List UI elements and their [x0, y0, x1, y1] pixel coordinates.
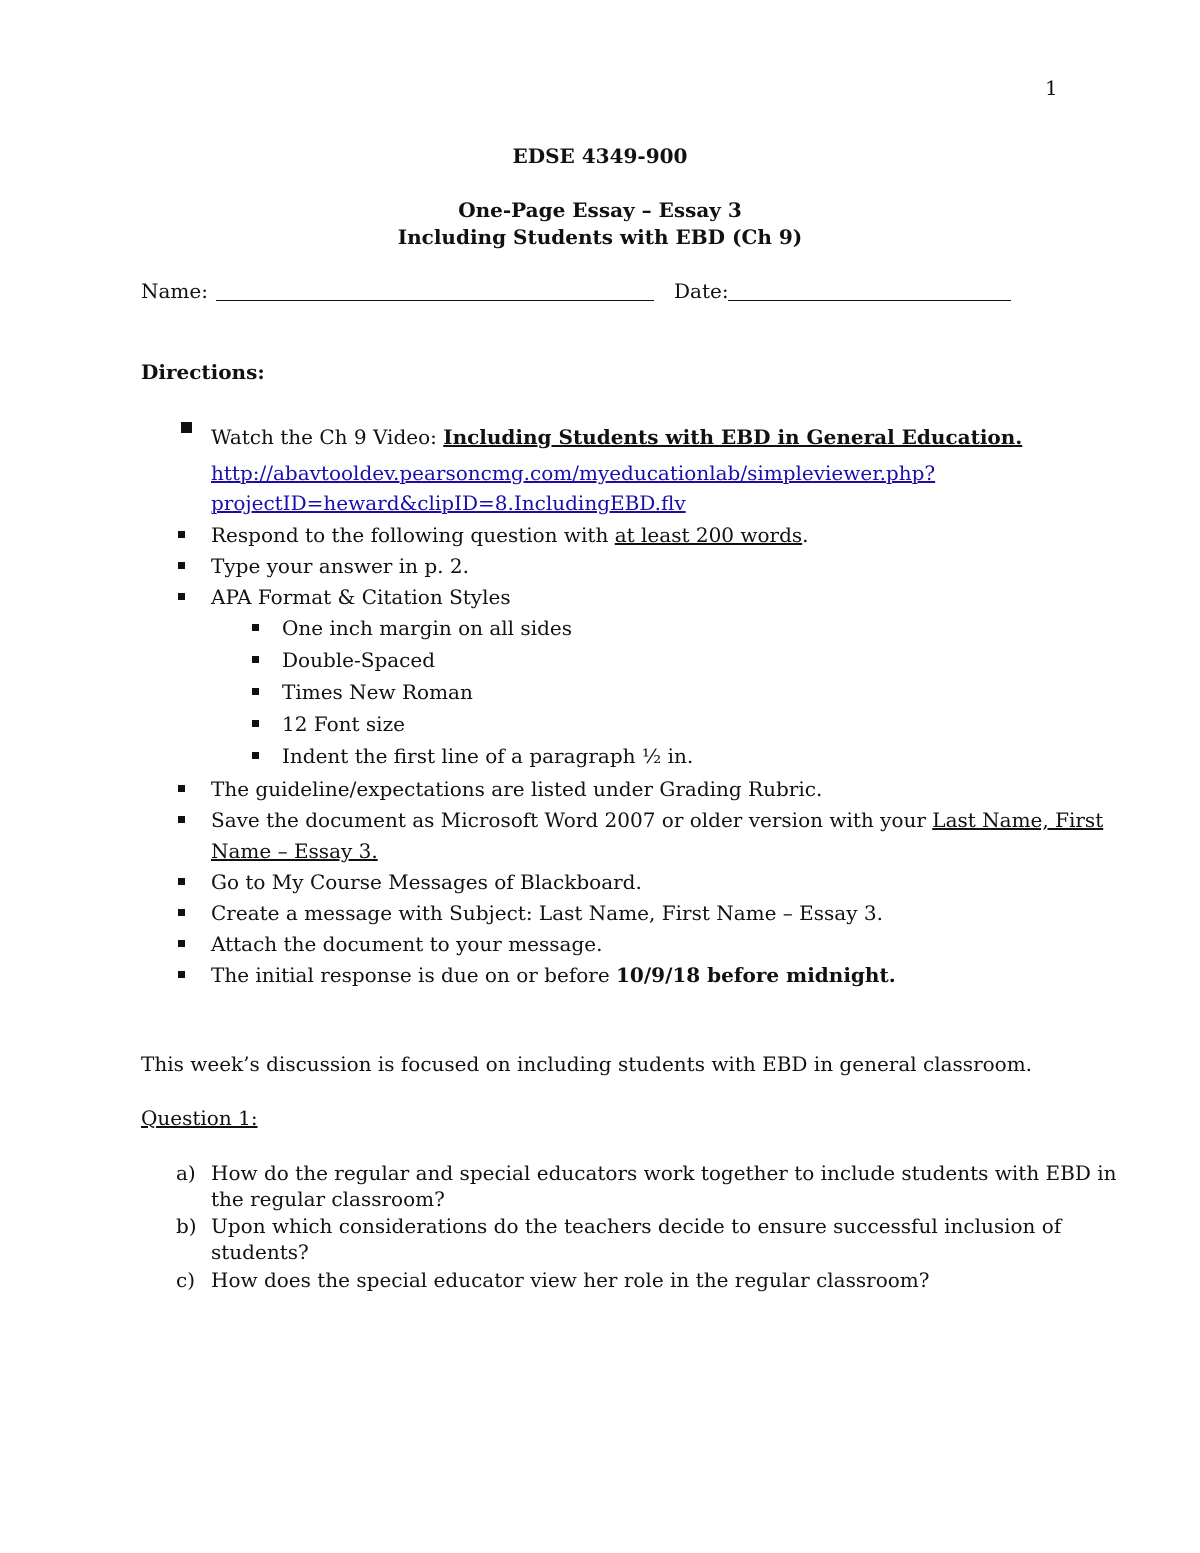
- question-a-line1: How do the regular and special educators work together to include students with EBD in: [211, 1161, 1117, 1185]
- essay-subtitle: Including Students with EBD (Ch 9): [397, 225, 803, 249]
- question-b-line1: Upon which considerations do the teachers decide to ensure successful inclusion of: [211, 1214, 1062, 1238]
- list-item-due: The initial response is due on or before 10/9/18 before midnight.: [211, 963, 896, 987]
- question-letter: c): [176, 1268, 196, 1292]
- apa-item-indent: Indent the first line of a paragraph ½ in.: [282, 744, 694, 768]
- page-number: 1: [1045, 76, 1058, 100]
- video-link-line2[interactable]: projectID=heward&clipID=8.IncludingEBD.flv: [211, 491, 686, 515]
- list-item-respond: Respond to the following question with at least 200 words.: [211, 523, 809, 547]
- apa-item-margin: One inch margin on all sides: [282, 616, 572, 640]
- essay-title: One-Page Essay – Essay 3: [458, 198, 742, 222]
- question-a-line2: the regular classroom?: [211, 1187, 445, 1211]
- bullet-icon: [252, 688, 259, 695]
- bullet-icon: [252, 720, 259, 727]
- list-item-attach: Attach the document to your message.: [211, 932, 603, 956]
- list-item-save: Save the document as Microsoft Word 2007 or older version with your Last Name, First: [211, 808, 1104, 832]
- list-item-apa: APA Format & Citation Styles: [211, 585, 511, 609]
- bullet-icon: [181, 422, 192, 433]
- bullet-icon: [178, 909, 185, 916]
- bullet-icon: [252, 752, 259, 759]
- question-letter: b): [176, 1214, 197, 1238]
- list-item-create: Create a message with Subject: Last Name, First Name – Essay 3.: [211, 901, 883, 925]
- bullet-icon: [178, 562, 185, 569]
- bullet-icon: [178, 971, 185, 978]
- bullet-icon: [252, 624, 259, 631]
- video-link-line1[interactable]: http://abavtooldev.pearsoncmg.com/myeducationlab/simpleviewer.php?: [211, 461, 936, 485]
- bullet-icon: [178, 940, 185, 947]
- bullet-icon: [178, 531, 185, 538]
- discussion-intro: This week’s discussion is focused on including students with EBD in general classroom.: [141, 1052, 1033, 1076]
- date-field-line[interactable]: [728, 300, 1011, 301]
- bullet-icon: [178, 593, 185, 600]
- question-b-line2: students?: [211, 1240, 309, 1264]
- apa-item-font-size: 12 Font size: [282, 712, 405, 736]
- bullet-icon: [178, 816, 185, 823]
- list-item-goto: Go to My Course Messages of Blackboard.: [211, 870, 642, 894]
- bullet-icon: [252, 656, 259, 663]
- name-label: Name:: [141, 279, 208, 303]
- list-item-video: Watch the Ch 9 Video: Including Students with EBD in General Education.: [211, 425, 1023, 449]
- video-title: Including Students with EBD in General Education.: [443, 425, 1023, 449]
- bullet-icon: [178, 785, 185, 792]
- list-item-save-cont: Name – Essay 3.: [211, 839, 378, 863]
- bullet-icon: [178, 878, 185, 885]
- question-letter: a): [176, 1161, 196, 1185]
- date-label: Date:: [674, 279, 729, 303]
- question-heading: Question 1:: [141, 1106, 258, 1130]
- name-field-line[interactable]: [216, 300, 654, 301]
- apa-item-font: Times New Roman: [282, 680, 473, 704]
- course-code: EDSE 4349-900: [512, 144, 688, 168]
- list-item-type-answer: Type your answer in p. 2.: [211, 554, 469, 578]
- list-item-guideline: The guideline/expectations are listed under Grading Rubric.: [211, 777, 823, 801]
- question-c-line1: How does the special educator view her role in the regular classroom?: [211, 1268, 930, 1292]
- directions-heading: Directions:: [141, 360, 265, 384]
- apa-item-spacing: Double-Spaced: [282, 648, 436, 672]
